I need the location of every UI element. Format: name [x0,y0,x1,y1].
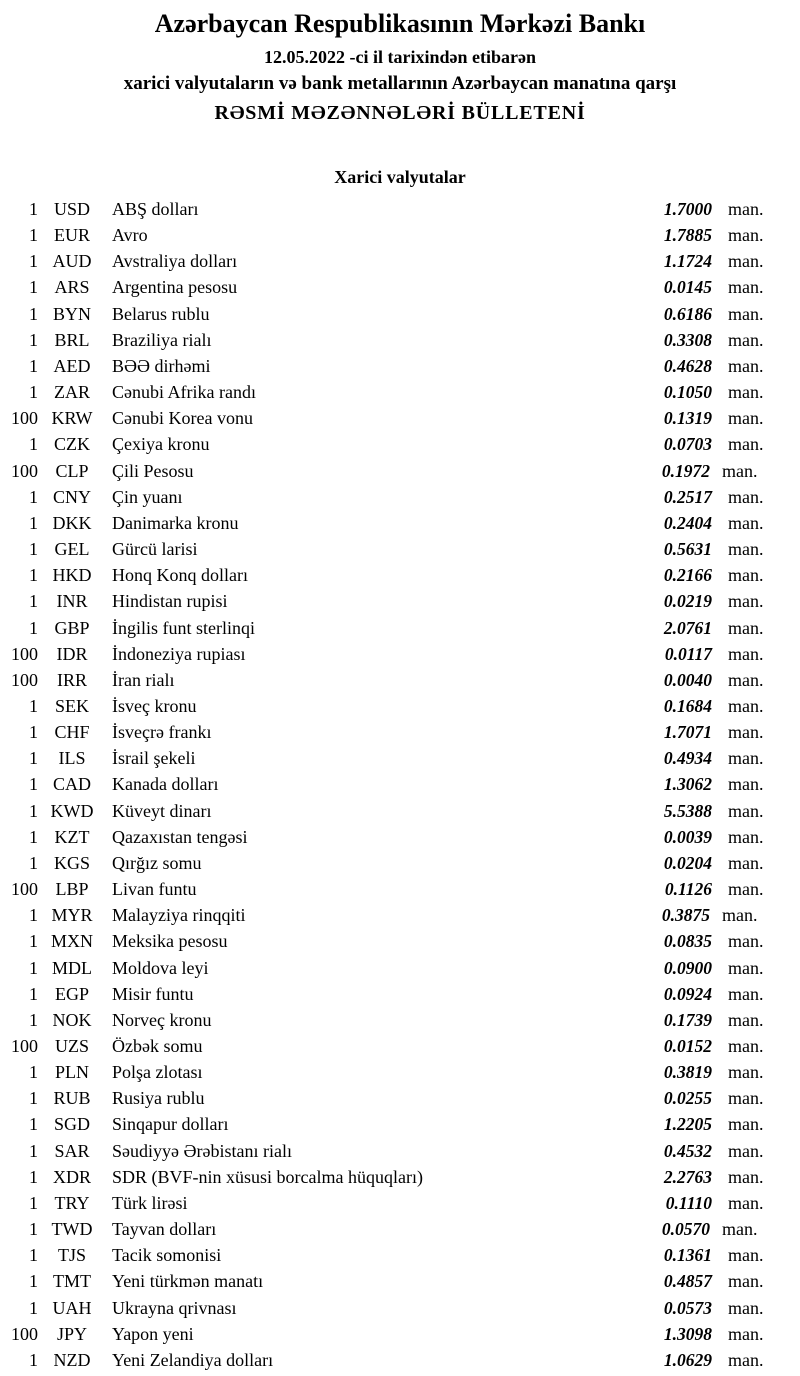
currency-quantity: 100 [11,460,38,481]
currency-quantity: 100 [11,408,38,429]
rate-row [0,955,770,981]
currency-quantity: 100 [11,1323,38,1344]
currency-quantity: 1 [29,931,38,952]
rate-value: 0.0570 [661,1219,710,1240]
currency-code: KZT [54,826,90,847]
rate-row [0,510,770,536]
currency-quantity: 1 [29,355,38,376]
currency-code: UZS [54,1036,89,1056]
unit-label: man. [728,1036,764,1056]
currency-quantity: 1 [29,1245,38,1266]
currency-code: CAD [52,774,91,795]
currency-code: KWD [50,800,94,821]
currency-code: TWD [51,1219,93,1240]
unit-label: man. [728,1088,764,1109]
unit-label: man. [728,303,764,324]
unit-label: man. [728,800,764,821]
unit-label: man. [728,852,764,873]
currency-name: ABŞ dolları [112,199,199,219]
unit-label: man. [728,722,764,743]
currency-quantity: 1 [29,199,38,219]
rate-value: 0.0900 [663,957,712,978]
currency-name: Tacik somonisi [112,1245,222,1266]
currency-code: CZK [54,434,90,455]
currency-quantity: 1 [29,748,38,769]
rate-value: 0.4934 [663,748,712,769]
unit-label: man. [728,329,764,350]
rate-value: 0.1972 [661,460,710,481]
rate-row [0,588,770,614]
rate-value: 1.3062 [663,774,712,795]
currency-code: TRY [54,1192,90,1213]
currency-name: Honq Konq dolları [112,565,248,586]
currency-code: EUR [54,225,90,246]
currency-quantity: 1 [29,486,38,507]
currency-quantity: 1 [29,722,38,743]
rate-value: 1.7071 [663,722,712,743]
unit-label: man. [728,1114,764,1135]
unit-label: man. [728,1245,764,1266]
rate-row [0,641,770,667]
currency-name: Türk lirəsi [112,1192,188,1213]
currency-quantity: 1 [29,695,38,716]
rate-row [0,1242,770,1268]
currency-code: NZD [53,1349,91,1370]
currency-name: Belarus rublu [112,303,210,324]
rate-value: 0.1110 [665,1192,712,1213]
rate-row [0,693,770,719]
currency-quantity: 1 [29,591,38,612]
rate-value: 0.2166 [663,565,712,586]
rate-row [0,1033,770,1059]
bulletin-title: RƏSMİ MƏZƏNNƏLƏRİ BÜLLETENİ [214,102,586,124]
rate-value: 1.1724 [663,251,712,272]
currency-quantity: 1 [29,1009,38,1030]
currency-quantity: 1 [29,617,38,638]
currency-name: Danimarka kronu [112,512,239,533]
rate-row [0,1321,770,1347]
currency-code: SAR [54,1140,90,1161]
currency-code: ILS [58,748,86,769]
rate-row [0,798,770,824]
rate-row [0,876,770,902]
currency-code: DKK [52,512,92,533]
currency-code: EGP [54,983,89,1004]
bulletin-header [0,0,800,126]
currency-code: MXN [50,931,93,952]
currency-code: GEL [54,539,90,560]
rate-value: 0.2517 [663,486,712,507]
currency-code: CLP [55,460,89,481]
unit-label: man. [728,355,764,376]
currency-name: Rusiya rublu [112,1088,205,1109]
rate-row [0,902,770,928]
currency-code: IRR [56,669,87,690]
rate-value: 0.0039 [663,826,712,847]
currency-quantity: 1 [29,800,38,821]
currency-quantity: 1 [29,1192,38,1213]
currency-quantity: 1 [29,251,38,272]
bulletin-subtitle: xarici valyutaların və bank metallarının Azərbaycan manatına qarşı [123,73,677,94]
currency-quantity: 1 [29,1349,38,1370]
currency-code: PLN [54,1062,89,1083]
unit-label: man. [728,695,764,716]
currency-code: KGS [53,852,90,873]
rate-row [0,1295,770,1321]
currency-quantity: 1 [29,905,38,926]
currency-quantity: 100 [11,669,38,690]
rate-value: 0.3308 [663,329,712,350]
unit-label: man. [728,983,764,1004]
rate-row [0,928,770,954]
rate-value: 0.0255 [663,1088,712,1109]
exchange-rates-table [0,196,800,1373]
currency-name: Misir funtu [112,983,194,1004]
rate-row [0,615,770,641]
currency-quantity: 100 [11,643,38,664]
currency-code: JPY [56,1323,87,1344]
bank-title: Azərbaycan Respublikasının Mərkəzi Bankı [154,9,646,38]
currency-name: İsrail şekeli [112,748,196,769]
currency-code: ZAR [54,382,90,403]
currency-code: HKD [52,565,92,586]
currency-name: Norveç kronu [112,1009,212,1030]
currency-code: GBP [54,617,90,638]
rate-value: 0.3875 [661,905,710,926]
rate-row [0,667,770,693]
rate-value: 0.1319 [663,408,712,429]
currency-quantity: 1 [29,1062,38,1083]
currency-code: SEK [54,695,89,716]
unit-label: man. [728,669,764,690]
currency-name: Argentina pesosu [112,277,238,298]
rate-row [0,771,770,797]
unit-label: man. [728,591,764,612]
currency-quantity: 1 [29,957,38,978]
currency-quantity: 100 [11,1036,38,1056]
rate-row [0,1059,770,1085]
currency-quantity: 1 [29,225,38,246]
rate-value: 0.0204 [663,852,712,873]
rate-row [0,745,770,771]
rate-value: 5.5388 [663,800,712,821]
currency-code: BRL [54,329,90,350]
rate-value: 0.0117 [664,643,712,664]
rate-row [0,1138,770,1164]
rate-row [0,248,770,274]
currency-name: Avro [112,225,148,246]
currency-quantity: 1 [29,1088,38,1109]
currency-name: Yapon yeni [112,1323,194,1344]
rate-value: 0.1361 [663,1245,712,1266]
currency-quantity: 1 [29,539,38,560]
currency-quantity: 1 [29,852,38,873]
unit-label: man. [728,1297,764,1318]
currency-code: AED [53,355,91,376]
rate-value: 0.2404 [663,512,712,533]
rate-row [0,301,770,327]
currency-name: Sinqapur dolları [112,1114,229,1135]
currency-quantity: 1 [29,303,38,324]
unit-label: man. [728,1271,764,1292]
unit-label: man. [728,643,764,664]
currency-name: İran rialı [112,669,175,690]
currency-name: Malayziya rinqqiti [112,905,246,926]
rate-row [0,536,770,562]
currency-name: Tayvan dolları [112,1219,217,1240]
rate-value: 0.0040 [663,669,712,690]
currency-code: CHF [54,722,90,743]
unit-label: man. [728,617,764,638]
currency-quantity: 1 [29,826,38,847]
rate-value: 1.2205 [663,1114,712,1135]
currency-name: Livan funtu [112,879,197,900]
unit-label: man. [728,826,764,847]
unit-label: man. [728,931,764,952]
unit-label: man. [728,1192,764,1213]
currency-code: USD [53,199,90,219]
rate-value: 2.0761 [663,617,712,638]
rate-row [0,484,770,510]
currency-quantity: 1 [29,1219,38,1240]
rate-value: 0.5631 [663,539,712,560]
currency-quantity: 1 [29,329,38,350]
currency-name: İsveçrə frankı [112,722,212,743]
currency-name: Avstraliya dolları [112,251,238,272]
currency-code: AUD [52,251,92,272]
rate-row [0,353,770,379]
effective-date-line: 12.05.2022 -ci il tarixindən etibarən [264,47,536,67]
unit-label: man. [728,199,764,219]
unit-label: man. [728,879,764,900]
rate-value: 0.1684 [663,695,712,716]
currency-code: MDL [52,957,92,978]
rate-value: 1.7000 [663,199,712,219]
unit-label: man. [728,565,764,586]
currency-code: MYR [51,905,93,926]
rate-row [0,1347,770,1373]
rate-row [0,196,770,222]
currency-code: CNY [52,486,91,507]
rate-value: 0.1050 [663,382,712,403]
currency-code: BYN [52,303,91,324]
rate-value: 0.0152 [663,1036,712,1056]
rate-row [0,981,770,1007]
currency-quantity: 100 [11,879,38,900]
rate-value: 0.0145 [663,277,712,298]
currency-name: Cənubi Korea vonu [112,408,253,429]
rate-value: 0.0924 [663,983,712,1004]
currency-name: Ukrayna qrivnası [112,1297,237,1318]
currency-name: Çin yuanı [112,486,183,507]
rate-value: 1.7885 [663,225,712,246]
rate-row [0,327,770,353]
rate-row [0,824,770,850]
rate-row [0,1085,770,1111]
currency-name: Qazaxıstan tengəsi [112,826,248,847]
unit-label: man. [728,382,764,403]
currency-name: Kanada dolları [112,774,219,795]
currency-quantity: 1 [29,382,38,403]
currency-quantity: 1 [29,1140,38,1161]
unit-label: man. [728,486,764,507]
rate-value: 0.1739 [663,1009,712,1030]
currency-quantity: 1 [29,277,38,298]
currency-code: SGD [53,1114,90,1135]
currency-quantity: 1 [29,434,38,455]
rate-value: 2.2763 [663,1166,712,1187]
rate-row [0,379,770,405]
rate-value: 1.3098 [663,1323,712,1344]
currency-name: Hindistan rupisi [112,591,228,612]
currency-quantity: 1 [29,1114,38,1135]
currency-name: Braziliya rialı [112,329,212,350]
currency-name: BƏƏ dirhəmi [112,355,211,376]
unit-label: man. [728,408,764,429]
rate-value: 0.0573 [663,1297,712,1318]
rate-row [0,1268,770,1294]
currency-name: Meksika pesosu [112,931,228,952]
unit-label: man. [728,1349,764,1370]
currency-name: Səudiyyə Ərəbistanı rialı [112,1140,292,1161]
currency-name: Moldova leyi [112,957,209,978]
currency-name: Yeni Zelandiya dolları [112,1349,274,1370]
unit-label: man. [728,774,764,795]
rate-value: 0.6186 [663,303,712,324]
rate-row [0,222,770,248]
currency-name: Yeni türkmən manatı [112,1271,264,1292]
unit-label: man. [728,434,764,455]
rate-row [0,562,770,588]
rate-row [0,1190,770,1216]
rate-row [0,274,770,300]
currency-code: TMT [53,1271,91,1292]
rate-row [0,1111,770,1137]
section-title-foreign-currencies: Xarici valyutalar [334,167,466,187]
rate-row [0,1164,770,1190]
currency-quantity: 1 [29,983,38,1004]
currency-code: LBP [55,879,89,900]
rate-value: 0.4628 [663,355,712,376]
rate-value: 0.4532 [663,1140,712,1161]
rate-value: 0.0835 [663,931,712,952]
rate-row [0,458,770,484]
currency-code: NOK [52,1009,92,1030]
currency-name: Özbək somu [112,1036,203,1056]
rate-row [0,850,770,876]
rate-row [0,1007,770,1033]
currency-name: İsveç kronu [112,695,197,716]
currency-quantity: 1 [29,774,38,795]
unit-label: man. [728,225,764,246]
currency-code: ARS [54,277,90,298]
currency-quantity: 1 [29,512,38,533]
rate-value: 1.0629 [663,1349,712,1370]
rate-row [0,719,770,745]
currency-name: İndoneziya rupiası [112,643,246,664]
currency-quantity: 1 [29,1297,38,1318]
currency-code: XDR [52,1166,91,1187]
currency-code: RUB [53,1088,91,1109]
currency-code: INR [56,591,88,612]
currency-name: Cənubi Afrika randı [112,382,256,403]
currency-quantity: 1 [29,565,38,586]
unit-label: man. [728,957,764,978]
unit-label: man. [728,539,764,560]
unit-label: man. [728,1166,764,1187]
unit-label: man. [728,1009,764,1030]
currency-code: TJS [57,1245,86,1266]
rate-value: 0.0703 [663,434,712,455]
unit-label: man. [722,460,758,481]
currency-name: İngilis funt sterlinqi [112,617,255,638]
currency-name: Qırğız somu [112,852,202,873]
currency-name: Çili Pesosu [112,460,194,481]
rate-value: 0.0219 [663,591,712,612]
unit-label: man. [722,1219,758,1240]
currency-name: Gürcü larisi [112,539,198,560]
currency-name: Çexiya kronu [112,434,210,455]
unit-label: man. [728,1062,764,1083]
unit-label: man. [728,1323,764,1344]
rate-value: 0.3819 [663,1062,712,1083]
currency-quantity: 1 [29,1166,38,1187]
unit-label: man. [722,905,758,926]
rate-row [0,1216,770,1242]
unit-label: man. [728,1140,764,1161]
currency-code: IDR [56,643,88,664]
currency-name: Küveyt dinarı [112,800,212,821]
unit-label: man. [728,748,764,769]
unit-label: man. [728,251,764,272]
currency-quantity: 1 [29,1271,38,1292]
rate-row [0,431,770,457]
rate-value: 0.4857 [663,1271,712,1292]
unit-label: man. [728,512,764,533]
currency-code: UAH [52,1297,92,1318]
unit-label: man. [728,277,764,298]
currency-name: Polşa zlotası [112,1062,203,1083]
rate-value: 0.1126 [664,879,712,900]
rate-row [0,405,770,431]
currency-code: KRW [51,408,93,429]
currency-name: SDR (BVF-nin xüsusi borcalma hüquqları) [112,1166,423,1187]
